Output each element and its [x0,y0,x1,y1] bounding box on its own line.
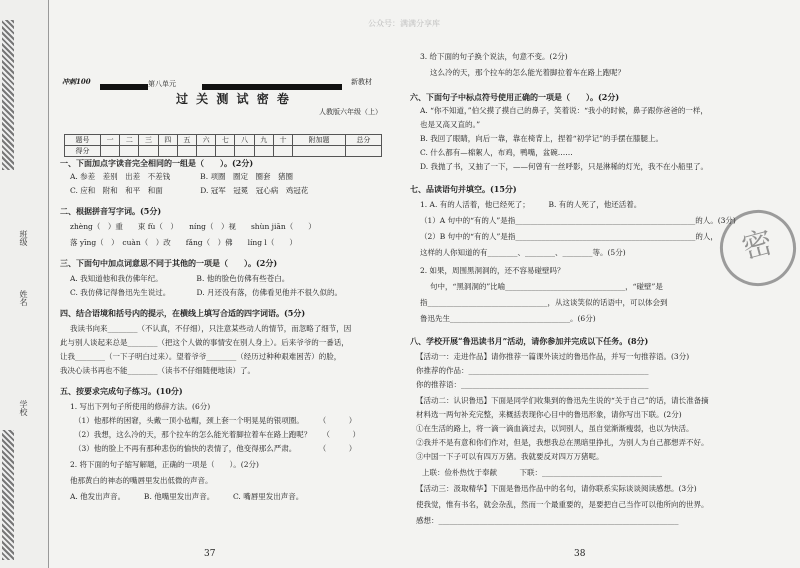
page-number-37: 37 [204,548,216,559]
quote-1: ①在生活的路上，将一滴一滴血滴过去，以饲别人，虽自觉渐渐瘦弱，也以为快活。 [416,424,694,433]
score-cell [120,146,139,157]
exam-title: 过 关 测 试 密 卷 [176,92,291,106]
q2-line-1: zhèng（ ）重 束 fù（ ） níng（ ）视 shùn jiān（ ） [70,222,316,231]
r1-sentence: 这么冷的天，那个拉车的怎么能光着脚拉着车在路上跑呢？ [430,68,625,77]
header-cell: 一 [101,135,120,146]
q1-options-cd: C. 应和 附和 和平 和面 D. 冠军 冠冕 冠心病 鸡冠花 [70,186,309,195]
question-4: 四、结合语境和括号内的提示，在横线上填写合适的四字词语。(5分) [60,308,306,318]
score-cell [197,146,216,157]
question-7: 七、品读语句并填空。(15分) [410,184,517,194]
couplet: 上联：俭朴热忱于奉献 下联：________________________________ [422,468,662,477]
quote-2: ②我并不是有意和你们作对，但是，我想我总在黑暗里挣扎，为别人为自己都想弄不好。 [416,438,709,447]
r1-title: 3. 给下面的句子换个说法，句意不变。(2分) [420,52,568,61]
header-cell: 十 [273,135,292,146]
activity-3-quote: 使我觉，惟有书名，就会杂乱，然而一个最重要的，是要把自己当作可以他所向的世界。 [416,500,709,509]
page-38 [402,0,790,568]
watermark: 公众号：满满分享库 [368,19,440,28]
activity-3-response: 感想：________________________________________________________________ [416,516,679,525]
score-cell: 得分 [65,146,101,157]
question-5: 五、按要求完成句子练习。(10分) [60,386,183,396]
activity-2: 【活动二：认识鲁迅】下面是同学们收集到的鲁迅先生说的“关于自己”的话，请长准备摘 [416,396,709,405]
quote-3: ③中国一下子可以有四万万猪。我就要反对四万万猪呢。 [416,452,604,461]
activity-1: 【活动一：走进作品】请你推荐一篇课外读过的鲁迅作品，并写一句推荐语。(3分) [416,352,690,361]
binding-margin [0,0,49,568]
header-cell: 四 [158,135,177,146]
q7-sub-2: （2）B 句中的“有的人”是指________________________________________________的人， [420,232,718,241]
score-cell [273,146,292,157]
class-label: 班级 [19,230,28,246]
q5-options: A. 他发出声音。 B. 他嘴里发出声音。 C. 嘴唇里发出声音。 [70,492,304,501]
activity-1-work: 你推荐的作品：________________________________________________ [416,366,649,375]
header-cell: 六 [197,135,216,146]
header-cell: 七 [216,135,235,146]
hatch-bottom [2,430,14,560]
q7-part-2-line-3: 鲁迅先生________________________________。(6分) [420,314,596,323]
q5-sentence-4: 他那黄白的神态的嘴唇里发出低微的声音。 [70,476,213,485]
hatch-top [2,20,14,170]
school-label: 学校 [19,400,28,416]
question-1: 一、下面加点字读音完全相同的一组是（ ）。(2分) [60,158,254,168]
unit-label: 第八单元 [148,80,176,88]
header-bar-left [100,84,148,90]
header-cell: 五 [177,135,196,146]
q5-sentence-1: （1）他那样的困窘，头戴一顶小毡帽，颈上套一个明晃晃的银项圈。 （ ） [74,416,357,425]
activity-2-cont: 材料选一两句补充完整，来概括表现你心目中的鲁迅形象，请你写出下联。(2分) [416,410,682,419]
q6-option-c: C. 什么都有—棉絮人，布鸡，鸭嘴，盆碗…… [420,148,573,157]
question-8: 八、学校开展“鲁迅读书月”活动，请你参加并完成以下任务。(8分) [410,336,649,346]
q5-part-2: 2. 将下面的句子缩写解题，正确的一项是（ ）。(2分) [70,460,259,469]
q7-sub-2b: 这样的人你知道的有________、________、________等。(5分) [420,248,626,257]
score-cell [254,146,273,157]
question-3: 三、下面句中加点词意思不同于其他的一项是（ ）。(2分) [60,258,278,268]
q4-line-4: 我决心读书再也不能________（读书不仔细随便地读）了。 [60,366,255,375]
activity-1-reason: 你的推荐语：__________________________________________________ [416,380,649,389]
score-cell [216,146,235,157]
secret-seal: 密 [711,201,800,294]
exam-header [62,78,382,116]
score-cell [293,146,346,157]
q1-options-ab: A. 参差 差别 出差 不差钱 B. 项圈 圈定 圈套 猪圈 [70,172,293,181]
header-bar-right [202,84,342,90]
header-cell: 二 [120,135,139,146]
q6-option-a-2: 也是又高又直的。” [420,120,481,129]
question-2: 二、根据拼音写字词。(5分) [60,206,162,216]
q5-part-1: 1. 写出下列句子所使用的修辞方法。(6分) [70,402,211,411]
q7-part-2-line-2: 指________________________________，从这谈笑似的话语中，可以体会到 [420,298,668,307]
score-table [64,134,382,157]
q6-option-d: D. 我抛了书，又抽了一下，——何曾有一丝呼影，只是淋稀的灯光，我不在小船里了。 [420,162,709,171]
name-label: 姓名 [19,290,28,306]
q7-sentences: 1. A. 有的人活着，他已经死了； B. 有的人死了，他还活着。 [420,200,642,209]
header-cell: 八 [235,135,254,146]
q7-part-2: 2. 如果，周围黑洞洞的，还不容易碰壁吗？ [420,266,565,275]
q4-line-1: 我读书向来________（不认真，不仔细），只注意某些动人的情节，而忽略了细节，因 [70,324,352,333]
header-cell: 题号 [65,135,101,146]
activity-3: 【活动三：汲取精华】下面是鲁迅作品中的名句，请你联系实际谈谈阅读感想。(3分) [416,484,697,493]
score-cell [139,146,158,157]
score-cell [345,146,381,157]
q3-options-ab: A. 我知道他和我仿佛年纪。 B. 他的脸色仿佛有些苍白。 [70,274,290,283]
q5-sentence-2: （2）我想，这么冷的天，那个拉车的怎么能光着脚拉着车在路上跑呢？ （ ） [74,430,361,439]
score-cell [101,146,120,157]
q7-sub-1: （1）A 句中的“有的人”是指________________________________________________的人。(3分) [420,216,736,225]
q6-option-b: B. 我回了眼睛，向后一靠，靠在椅背上，捏着“初学记”的手摆在膝腿上。 [420,134,663,143]
score-cell [177,146,196,157]
header-cell: 总分 [345,135,381,146]
q3-options-cd: C. 我仿佛记得鲁迅先生说过。 D. 月还没有落，仿佛看见他并不很久似的。 [70,288,343,297]
header-cell: 附加题 [293,135,346,146]
q4-line-3: 让我________（一下子明白过来）。望着爷爷________（经历过种种艰难困苦）的脸， [60,352,342,361]
score-cell [235,146,254,157]
brand: 冲刺100 [62,77,91,86]
new-textbook-label: 新教材 [351,78,372,86]
score-cell [158,146,177,157]
q5-sentence-3: （3）他的脸上不再有那种悲伤的愉快的表情了，他变得那么严肃。 （ ） [74,444,357,453]
q2-line-2: 落 yīng（ ） cuàn（ ）改 fǎng（ ）佛 líng l（ ） [70,238,297,247]
header-cell: 三 [139,135,158,146]
edition-label: 人教版六年级（上） [319,108,382,116]
page-37 [52,0,390,568]
q7-part-2-line-1: 句中，“黑洞洞的”比喻________________________________，“碰壁”是 [430,282,663,291]
q6-option-a-1: A. “你不知道，”伯父摸了摸自己的鼻子，笑着说：“我小的时候，鼻子跟你爸爸的一样， [420,106,708,115]
question-6: 六、下面句子中标点符号使用正确的一项是（ ）。(2分) [410,92,620,102]
header-cell: 九 [254,135,273,146]
q4-line-2: 此与别人谈起来总是________（把这个人做的事情安在别人身上）。后来爷爷的一番话， [60,338,349,347]
page-number-38: 38 [574,548,586,559]
